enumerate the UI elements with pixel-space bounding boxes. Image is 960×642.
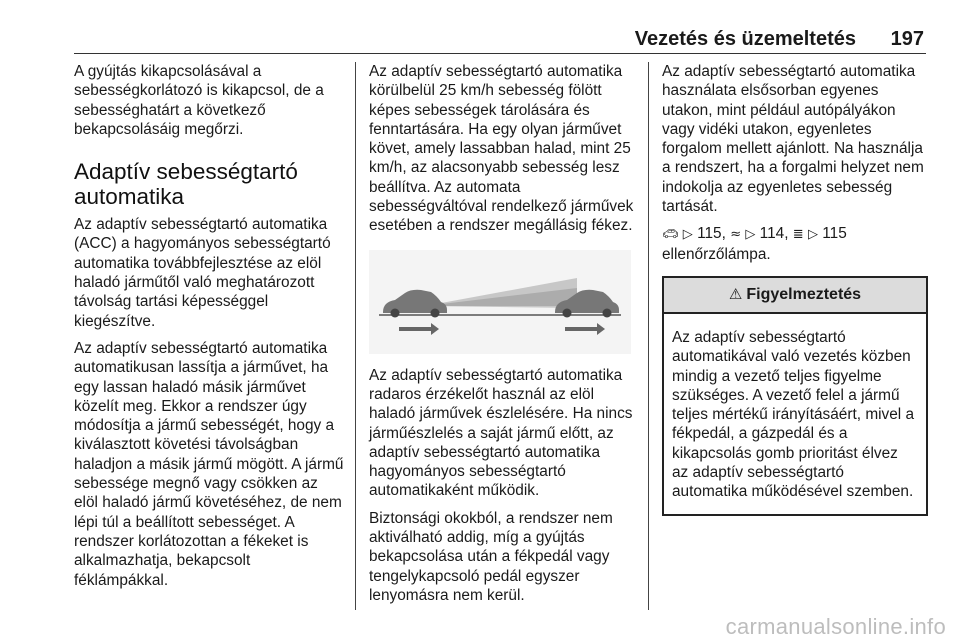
arrow-right-icon [399, 323, 439, 335]
own-car-icon [383, 289, 447, 317]
acc-illustration [369, 250, 631, 354]
column-1 [74, 62, 344, 598]
paragraph: Az adaptív sebességtartó automatika használata elsősorban egyenes utakon, mint például autópályákon vagy vidéki utakon, egyenletes forgalom mellett ajánlott. Na használja a rendszert, ha a forgalmi helyzet nem indokolja az egyenletes sebesség tartását. [662, 63, 924, 216]
section-title: Vezetés és üzemeltetés [634, 28, 856, 50]
sensor-icon: ≈ [730, 227, 742, 243]
paragraph: Biztonsági okokból, a rendszer nem aktiválható addig, míg a gyújtás bekapcsolása után a fékpedál vagy tengelykapcsoló pedál egyszer lenyomásra nem kerül. [369, 509, 613, 604]
acc-icon: ≣ [792, 227, 804, 243]
arrow-right-icon [565, 323, 605, 335]
page-ref-arrow-icon: ▷ [807, 227, 818, 243]
section-heading: Adaptív sebességtartó automatika [74, 159, 298, 210]
column-2 [369, 62, 637, 613]
page-ref-arrow-icon: ▷ [745, 227, 756, 243]
car-icon: 🚗︎ [662, 227, 679, 243]
warning-box [662, 276, 928, 516]
paragraph: Az adaptív sebességtartó automatika körülbelül 25 km/h sebesség fölött képes sebességek tárolására és fenntartására. Ha egy olyan járművet követ, amely lassabban halad, mint 25 km/h, az alacsonyabb sebesség lesz beállítva. Az automata sebességváltóval rendelkező járművek esetében a rendszer megállásig fékez. [369, 63, 634, 235]
page-reference[interactable]: 115 [697, 225, 722, 243]
page-reference[interactable]: 115 [822, 225, 847, 243]
reference-suffix: ellenőrzőlámpa. [662, 245, 771, 263]
reference-line: 🚗︎ ▷ 115, ≈ ▷ 114, ≣ ▷ 115 ellenőrzőlámpa. [662, 225, 847, 263]
paragraph: Az adaptív sebességtartó automatika radaros érzékelőt használ az elöl haladó járművek észlelésére. Ha nincs járműészlelés a saját jármű előtt, az adaptív sebességtartó automatika hagyományos sebességtartó automatikaként működik. [369, 366, 633, 500]
paragraph: Az adaptív sebességtartó automatika automatikusan lassítja a járművet, ha egy lassan haladó másik járművet közelít meg. Ekkor a rendszer úgy módosítja a jármű sebességét, hogy a kiválasztott követési távolságban haladjon a másik jármű mögött. A jármű sebessége megnő vagy csökken az elöl haladó jármű követéséhez, de nem lépi túl a beállított sebességet. A rendszer korlátozottan a fékeket is alkalmazhatja, bekapcsolt féklámpákkal. [74, 339, 344, 589]
page-reference[interactable]: 114 [759, 225, 785, 243]
header-rule [74, 53, 926, 54]
paragraph: A gyújtás kikapcsolásával a sebességkorlátozó is kikapcsol, de a sebességhatárt a következő bekapcsolásáig megőrzi. [74, 63, 324, 138]
warning-header [664, 278, 926, 314]
page-header [74, 20, 926, 54]
watermark: carmanualsonline.info [725, 614, 946, 639]
page-number: 197 [890, 28, 924, 50]
radar-figure [369, 250, 631, 354]
column-divider [355, 62, 356, 610]
column-divider [648, 62, 649, 610]
warning-text: Az adaptív sebességtartó automatikával való vezetés közben mindig a vezető teljes figyelme szükséges. A vezető felel a jármű teljes mértékű irányításáért, mivel a fékpedál, a gázpedál és a kikapcsolás gomb prioritást élvez az adaptív sebességtartó automatika működésével szemben. [672, 328, 915, 501]
warning-triangle-icon: ⚠ [728, 285, 743, 304]
column-3 [662, 62, 930, 516]
paragraph: Az adaptív sebességtartó automatika (ACC) a hagyományos sebességtartó automatika továbbfejlesztése az elöl haladó járműtől való meghatározott távolság tartási képességgel kiegészítve. [74, 216, 331, 330]
page-ref-arrow-icon: ▷ [682, 227, 693, 243]
warning-title: Figyelmeztetés [746, 286, 862, 304]
